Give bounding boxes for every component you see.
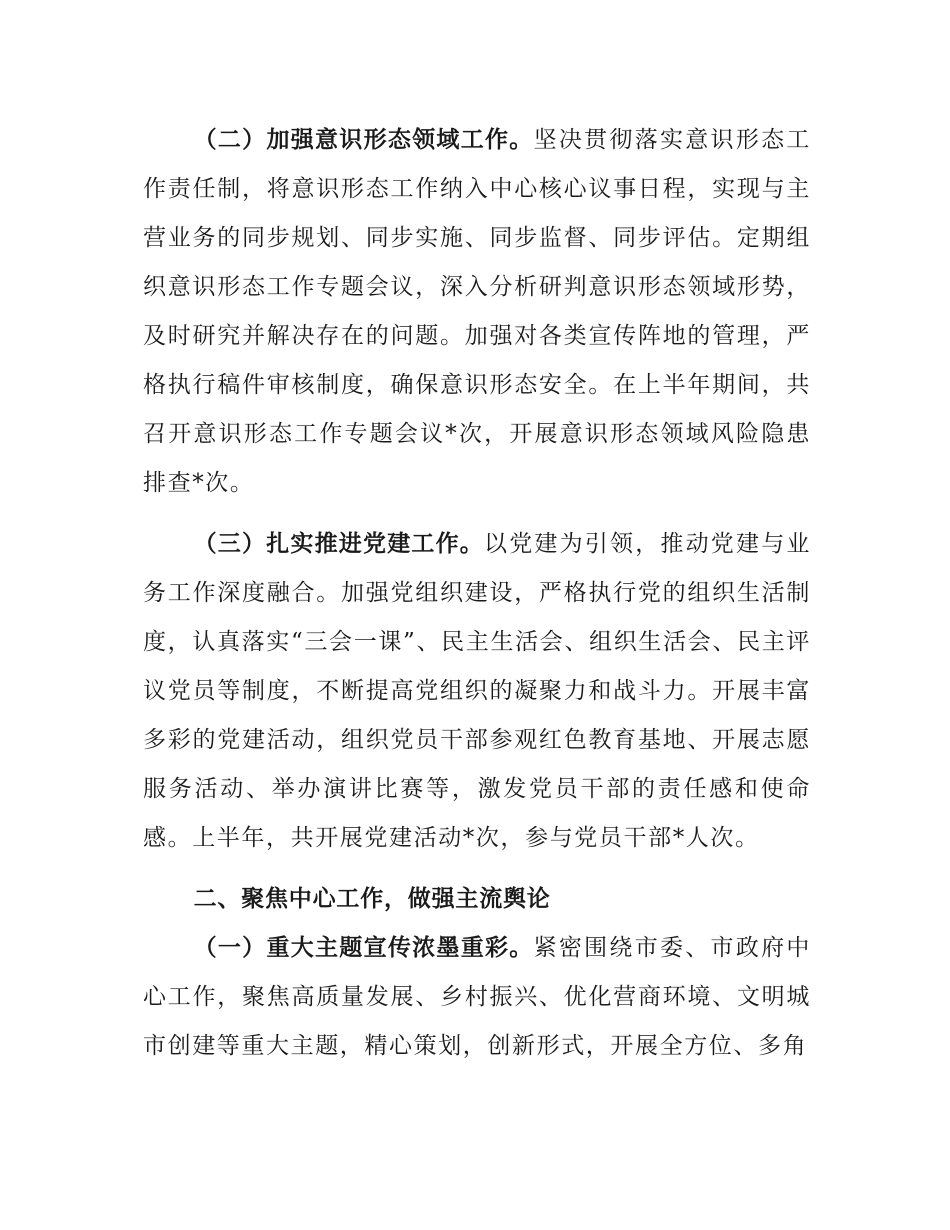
paragraph-body-text: 以党建为引领，推动党建与业务工作深度融合。加强党组织建设，严格执行党的组织生活制度，认真落实“三会一课”、民主生活会、组织生活会、民主评议党员等制度，不断提高党组织的凝聚力和战斗力。开展丰富多彩的党建活动，组织党员干部参观红色教育基地、开展志愿服务活动、举办演讲比赛等，激发党员干部的责任感和使命感。上半年，共开展党建活动*次，参与党员干部*人次。 [143,531,811,851]
paragraph-body-text: 坚决贯彻落实意识形态工作责任制，将意识形态工作纳入中心核心议事日程，实现与主营业务的同步规划、同步实施、同步监督、同步评估。定期组织意识形态工作专题会议，深入分析研判意识形态领域形势，及时研究并解决存在的问题。加强对各类宣传阵地的管理，严格执行稿件审核制度，确保意识形态安全。在上半年期间，共召开意识形态工作专题会议*次，开展意识形态领域风险隐患排查*次。 [143,127,811,496]
paragraph-lead-title: （二）加强意识形态领域工作。 [193,127,534,153]
paragraph-body-text: 紧密围绕市委、市政府中心工作，聚焦高质量发展、乡村振兴、优化营商环境、文明城市创建等重大主题，精心策划，创新形式，开展全方位、多角 [143,935,811,1059]
paragraph-ideology-work [143,116,811,508]
section-heading: 二、聚焦中心工作，做强主流舆论 [193,886,551,912]
paragraph-major-theme-publicity [143,924,811,1071]
paragraph-party-building [143,520,811,863]
paragraph-lead-title: （一）重大主题宣传浓墨重彩。 [193,935,534,961]
document-page [143,116,811,1071]
paragraph-lead-title: （三）扎实推进党建工作。 [193,531,484,557]
